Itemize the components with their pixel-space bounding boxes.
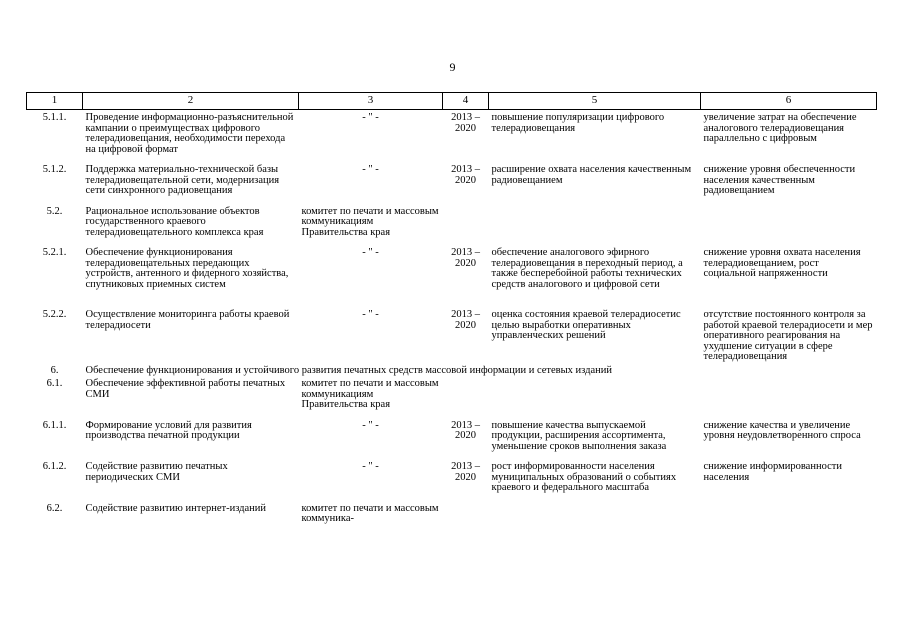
activity-title: Содействие развитию печатных периодических СМИ — [85, 461, 228, 483]
executor: - " - — [362, 112, 379, 123]
table-row — [27, 110, 877, 156]
program-table — [26, 92, 877, 525]
period: 2013 – 2020 — [451, 309, 480, 331]
consequence: увеличение затрат на обеспечение аналогового телерадиовещания параллельно с цифровым — [703, 112, 857, 144]
period: 2013 – 2020 — [451, 247, 480, 269]
consequence: снижение информированности населения — [703, 461, 842, 483]
row-number: 5.1.2. — [42, 164, 67, 175]
period: 2013 – 2020 — [451, 112, 480, 134]
section-row — [27, 363, 877, 377]
expected-result — [489, 494, 701, 525]
consequence: снижение уровня обеспеченности населения качественным радиовещанием — [703, 164, 856, 196]
table-row — [27, 376, 877, 411]
executor: - " - — [362, 164, 379, 175]
row-number: 6.1.2. — [42, 461, 67, 472]
consequence: снижение качества и увеличение уровня неудовлетворенного спроса — [703, 419, 861, 441]
activity-title: Поддержка материально-технической базы телерадиовещательной сети, модернизация сети синхронного радиовещания — [85, 164, 280, 196]
table-row — [27, 155, 877, 197]
expected-result — [489, 197, 701, 239]
activity-title: Обеспечение эффективной работы печатных СМИ — [85, 378, 286, 400]
consequence — [701, 197, 877, 239]
consequence — [701, 376, 877, 411]
consequence: отсутствие постоянного контроля за работой краевой телерадиосети и мер оперативного реагирования на ухудшение ситуации в сфере телерадиовещания — [703, 309, 873, 362]
consequence: снижение уровня охвата населения телерадиовещанием, рост социальной напряженности — [703, 247, 861, 279]
row-number: 6.1. — [46, 378, 63, 389]
expected-result: расширение охвата населения качественным радиовещанием — [491, 164, 692, 186]
executor: - " - — [362, 461, 379, 472]
column-header: 5 — [489, 93, 701, 110]
expected-result: рост информированности населения муниципальных образований о событиях краевого и федерального масштаба — [491, 461, 677, 493]
page-number: 9 — [449, 60, 456, 74]
expected-result: повышение популяризации цифрового телерадиовещания — [491, 112, 665, 134]
period — [443, 494, 489, 525]
activity-title: Проведение информационно-разъяснительной кампании о преимуществах цифрового телерадиовещания, необходимости перехода на цифровой формат — [85, 112, 294, 155]
row-number: 5.2.2. — [42, 309, 67, 320]
section-title: Обеспечение функционирования и устойчивого развития печатных средств массовой информации и сетевых изданий — [85, 364, 612, 376]
row-number: 5.2.1. — [42, 247, 67, 258]
column-header: 2 — [83, 93, 299, 110]
executor: - " - — [362, 309, 379, 320]
row-number: 6.1.1. — [42, 419, 67, 431]
section-number: 6. — [50, 364, 59, 376]
column-header: 3 — [299, 93, 443, 110]
table-row — [27, 197, 877, 239]
table-row — [27, 452, 877, 494]
expected-result: повышение качества выпускаемой продукции, расширения ассортимента, уменьшение сроков выполнения заказа — [491, 419, 667, 452]
activity-title: Рациональное использование объектов государственного краевого телерадиовещательного комплекса края — [85, 205, 264, 238]
period: 2013 – 2020 — [451, 164, 480, 186]
column-header: 6 — [701, 93, 877, 110]
table-row — [27, 411, 877, 453]
period: 2013 – 2020 — [451, 461, 480, 483]
executor: комитет по печати и массовым коммуника- — [301, 502, 439, 524]
executor: комитет по печати и массовым коммуникациям Правительства края — [301, 205, 439, 238]
period — [443, 376, 489, 411]
expected-result: оценка состояния краевой телерадиосетис целью выработки оперативных управленческих решений — [491, 309, 681, 341]
table-header-row — [27, 93, 877, 110]
activity-title: Осуществление мониторинга работы краевой телерадиосети — [85, 309, 290, 331]
period: 2013 – 2020 — [451, 419, 480, 441]
table-row — [27, 238, 877, 290]
row-number: 5.1.1. — [42, 112, 67, 123]
row-number: 6.2. — [46, 502, 63, 514]
consequence — [701, 494, 877, 525]
executor: - " - — [362, 247, 379, 258]
period — [443, 197, 489, 239]
activity-title: Формирование условий для развития производства печатной продукции — [85, 419, 252, 441]
column-header: 4 — [443, 93, 489, 110]
table-row — [27, 494, 877, 525]
expected-result: обеспечение аналогового эфирного телерадиовещания в переходный период, а также бесперебойной работы технических средств аналогового и цифровой сети — [491, 247, 683, 290]
executor: - " - — [362, 419, 379, 431]
activity-title: Обеспечение функционирования телерадиовещательных передающих устройств, антенного и фидерного хозяйства, спутниковых приемных систем — [85, 247, 289, 290]
row-number: 5.2. — [46, 205, 63, 217]
executor: комитет по печати и массовым коммуникациям Правительства края — [301, 378, 439, 410]
activity-title: Содействие развитию интернет-изданий — [85, 502, 267, 514]
expected-result — [489, 376, 701, 411]
column-header: 1 — [27, 93, 83, 110]
table-row — [27, 290, 877, 363]
